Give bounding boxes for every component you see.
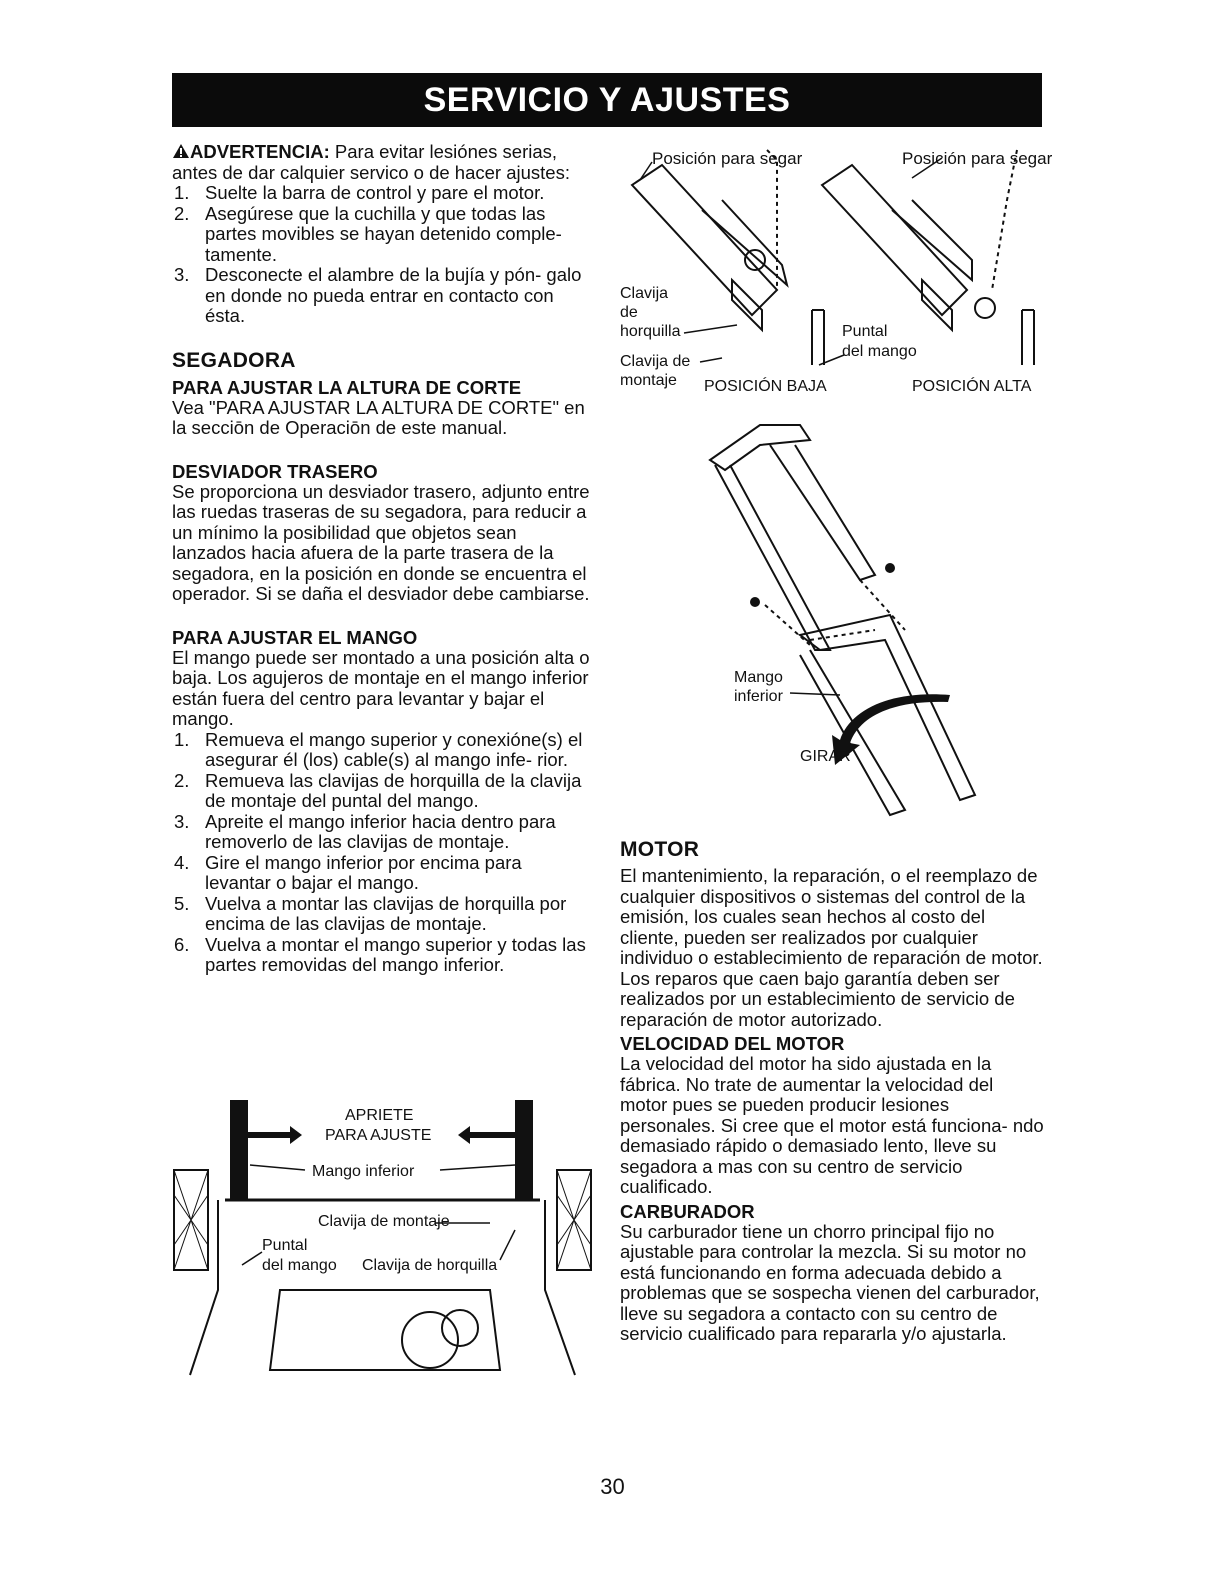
label-puntal: Puntal [842, 323, 888, 340]
label-girar: GIRAR [800, 748, 851, 765]
label-para-ajuste: PARA AJUSTE [325, 1127, 432, 1144]
section-heading-segadora: SEGADORA [172, 348, 296, 372]
velocidad-text: La velocidad del motor ha sido ajustada en la fábrica. No trate de aumentar la velocidad del motor pues se pueden producir lesiones personales. Si cree que el motor está funciona- ndo demasiado rápido o demasiado lento, lleve su segadora a mas con su centro de servicio cualificado. [620, 1053, 1044, 1197]
list-item: 1. Remueva el mango superior y conexióne(s) el asegurar él (los) cable(s) al mango infe- rior. [174, 728, 583, 770]
desviador-text: Se proporciona un desviador trasero, adjunto entre las ruedas traseras de su segadora, para reducir a un mínimo la posibilidad que objetos sean lanzados hacia afuera de la parte trasera de la segadora, en la posición en donde se encuentra el operador. Si se daña el desviador debe cambiarse. [172, 480, 590, 604]
label-montaje: montaje [620, 372, 677, 389]
label-del-mango: del mango [262, 1257, 337, 1274]
mango-steps [172, 730, 592, 976]
altura-text: Vea "PARA AJUSTAR LA ALTURA DE CORTE" en la secciōn de Operaciōn de este manual. [172, 396, 585, 438]
list-item: 2. Asegúrese que la cuchilla y que todas las partes movibles se hayan detenido comple- tamente. [174, 202, 562, 265]
list-item: 2. Remueva las clavijas de horquilla de la clavija de montaje del puntal del mango. [174, 769, 582, 811]
carburador-text: Su carburador tiene un chorro principal fijo no ajustable para controlar la mezcla. Si su motor no está funcionando en forma adecuada debido a problemas que se sospecha vienen del carburador, lleve su segadora a contacto con su centro de servicio cualificado para repararla y/o ajustarla. [620, 1220, 1040, 1344]
label-de: de [620, 304, 638, 321]
label-clavija-montaje: Clavija de montaje [318, 1213, 450, 1230]
list-item: 3. Apreite el mango inferior hacia dentro para removerlo de las clavijas de montaje. [174, 810, 556, 852]
list-item: 4. Gire el mango inferior por encima para levantar o bajar el mango. [174, 851, 522, 893]
label-apriete: APRIETE [345, 1107, 414, 1124]
label-clavija: Clavija [620, 285, 669, 302]
subheading-desviador: DESVIADOR TRASERO [172, 460, 378, 482]
label-horquilla: horquilla [620, 323, 681, 340]
right-column [620, 838, 1045, 1345]
list-item: 1. Suelte la barra de control y pare el motor. [174, 182, 545, 203]
warning-paragraph [172, 142, 592, 183]
warning-intro: Para evitar lesiónes serias, antes de dar calquier servico o de hacer ajustes: [172, 141, 570, 183]
page-title: SERVICIO Y AJUSTES [172, 73, 1042, 127]
label-mango-inferior: Mango inferior [312, 1163, 415, 1180]
handle-rotation-figure [700, 410, 1000, 830]
subheading-velocidad: VELOCIDAD DEL MOTOR [620, 1033, 845, 1054]
label-clavija-de: Clavija de [620, 353, 691, 370]
label-inferior: inferior [734, 688, 783, 705]
list-item: 3. Desconecte el alambre de la bujía y pón- galo en donde no pueda entrar en contacto con ésta. [174, 264, 582, 326]
label-mango: Mango [734, 669, 783, 686]
label-posicion-baja: POSICIÓN BAJA [704, 378, 827, 395]
warning-steps [172, 183, 592, 327]
page-number: 30 [600, 1474, 625, 1499]
label-clavija-horquilla: Clavija de horquilla [362, 1257, 498, 1274]
mango-text: El mango puede ser montado a una posición alta o baja. Los agujeros de montaje en el mango inferior están fuera del centro para levantar y bajar el mango. [172, 646, 590, 729]
label-posicion-para-segar-high: Posición para segar [902, 149, 1052, 168]
motor-text: El mantenimiento, la reparación, o el reemplazo de cualquier dispositivos o sistemas del control de la emisión, los cuales sean hechos al costo del cliente, pueden ser realizados por cualquier individuo o establecimiento de reparación de motor. Los reparos que caen bajo garantía deben ser realizados por un establecimiento de servicio de reparación de motor autorizado. [620, 865, 1043, 1030]
warning-triangle-icon [172, 143, 190, 159]
left-column [172, 142, 592, 976]
subheading-altura: PARA AJUSTAR LA ALTURA DE CORTE [172, 376, 522, 398]
label-posicion-alta: POSICIÓN ALTA [912, 378, 1032, 395]
handle-positions-figure [612, 140, 1052, 400]
subheading-carburador: CARBURADOR [620, 1200, 755, 1222]
list-item: 5. Vuelva a montar las clavijas de horquilla por encima de las clavijas de montaje. [174, 892, 567, 934]
section-heading-motor: MOTOR [620, 838, 700, 861]
list-item: 6. Vuelva a montar el mango superior y todas las partes removidas del mango inferior. [174, 933, 586, 975]
subheading-mango: PARA AJUSTAR EL MANGO [172, 626, 418, 648]
label-posicion-para-segar-low: Posición para segar [652, 149, 803, 168]
label-puntal: Puntal [262, 1237, 308, 1254]
label-del-mango: del mango [842, 343, 917, 360]
warning-label: ADVERTENCIA: [190, 141, 330, 162]
mower-rear-figure [170, 1090, 600, 1385]
